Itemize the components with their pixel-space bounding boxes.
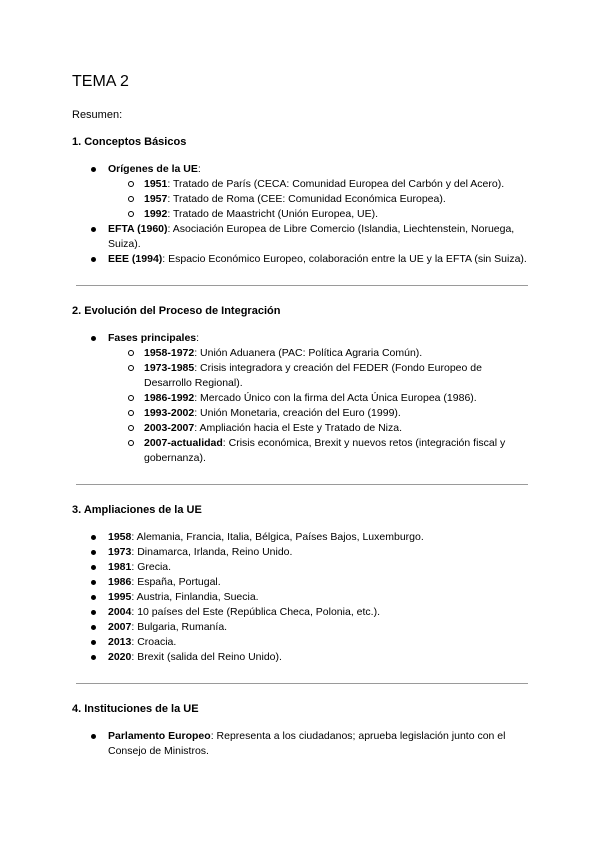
sub-list-item: 1957: Tratado de Roma (CEE: Comunidad Económica Europea). <box>108 192 532 207</box>
list-item: EEE (1994): Espacio Económico Europeo, colaboración entre la UE y la EFTA (sin Suiza). <box>72 252 532 267</box>
sub-list-item: 2007-actualidad: Crisis económica, Brexit y nuevos retos (integración fiscal y gobernanza). <box>108 436 532 466</box>
list-item: EFTA (1960): Asociación Europea de Libre Comercio (Islandia, Liechtenstein, Noruega, Suiza). <box>72 222 532 252</box>
sub-list-item: 2003-2007: Ampliación hacia el Este y Tratado de Niza. <box>108 421 532 436</box>
list-item: Parlamento Europeo: Representa a los ciudadanos; aprueba legislación junto con el Consejo de Ministros. <box>72 729 532 759</box>
section-3-heading: 3. Ampliaciones de la UE <box>72 504 202 516</box>
list-item: 1973: Dinamarca, Irlanda, Reino Unido. <box>72 545 532 560</box>
sub-list-item: 1951: Tratado de París (CECA: Comunidad Europea del Carbón y del Acero). <box>108 177 532 192</box>
list-item: Fases principales: 1958-1972: Unión Aduanera (PAC: Política Agraria Común). 1973-1985: Crisis integradora y creación del FEDER (Fondo Europeo de Desarrollo Regional). 1986-1992: Mercado Único con la firma del Acta Única Europea (1986). 1993-2002: Unión Monetaria, creación del Euro (1999). 2003-2007: Ampliación hacia el Este y Tratado de Niza. 2007-actualidad: Crisis económica, Brexit y nuevos retos (integración fiscal y gobernanza). <box>72 331 532 466</box>
section-2-heading: 2. Evolución del Proceso de Integración <box>72 305 281 317</box>
section-4-heading: 4. Instituciones de la UE <box>72 703 199 715</box>
section-3-list <box>72 530 532 665</box>
list-item: 1958: Alemania, Francia, Italia, Bélgica, Países Bajos, Luxemburgo. <box>72 530 532 545</box>
section-2-list <box>72 331 532 466</box>
sublist <box>108 177 532 222</box>
section-1-list <box>72 162 532 267</box>
item-label: Fases principales <box>108 332 197 344</box>
page-title: TEMA 2 <box>72 73 129 90</box>
item-label: Orígenes de la UE <box>108 163 198 175</box>
list-item: Orígenes de la UE: 1951: Tratado de París (CECA: Comunidad Europea del Carbón y del Acero). 1957: Tratado de Roma (CEE: Comunidad Económica Europea). 1992: Tratado de Maastricht (Unión Europea, UE). <box>72 162 532 222</box>
section-divider <box>76 484 528 485</box>
document-page <box>72 72 532 759</box>
sub-list-item: 1993-2002: Unión Monetaria, creación del Euro (1999). <box>108 406 532 421</box>
sub-list-item: 1986-1992: Mercado Único con la firma del Acta Única Europea (1986). <box>108 391 532 406</box>
section-1-heading: 1. Conceptos Básicos <box>72 136 187 148</box>
section-4-list <box>72 729 532 759</box>
sub-list-item: 1992: Tratado de Maastricht (Unión Europea, UE). <box>108 207 532 222</box>
section-divider <box>76 683 528 684</box>
sub-list-item: 1973-1985: Crisis integradora y creación del FEDER (Fondo Europeo de Desarrollo Regional). <box>108 361 532 391</box>
list-item: 2020: Brexit (salida del Reino Unido). <box>72 650 532 665</box>
list-item: 2007: Bulgaria, Rumanía. <box>72 620 532 635</box>
sublist <box>108 346 532 466</box>
summary-label: Resumen: <box>72 109 123 121</box>
list-item: 2004: 10 países del Este (República Checa, Polonia, etc.). <box>72 605 532 620</box>
list-item: 1995: Austria, Finlandia, Suecia. <box>72 590 532 605</box>
list-item: 1986: España, Portugal. <box>72 575 532 590</box>
list-item: 2013: Croacia. <box>72 635 532 650</box>
list-item: 1981: Grecia. <box>72 560 532 575</box>
section-divider <box>76 285 528 286</box>
sub-list-item: 1958-1972: Unión Aduanera (PAC: Política Agraria Común). <box>108 346 532 361</box>
